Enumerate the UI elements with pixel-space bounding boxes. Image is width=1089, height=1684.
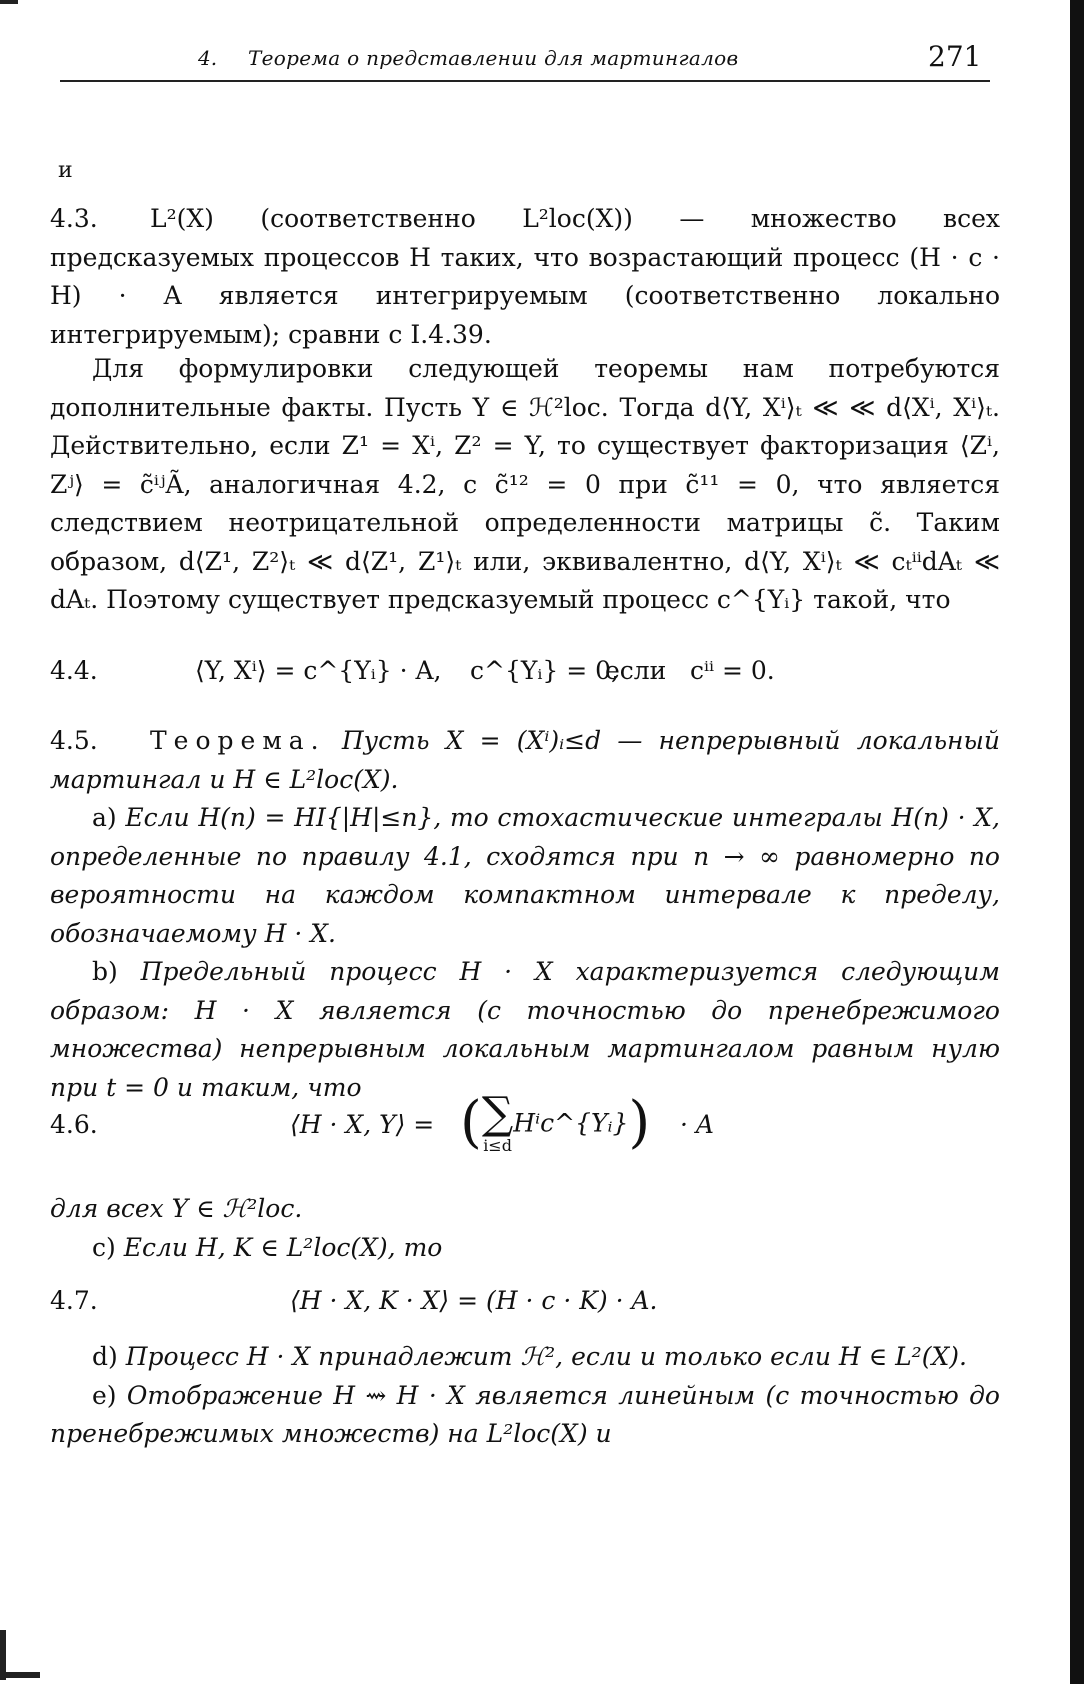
equation-label: 4.6.: [50, 1110, 98, 1139]
part-c-text: Если H, K ∈ L²loc(X), то: [123, 1232, 443, 1262]
sum-summand: Hⁱc^{Yᵢ}: [513, 1108, 629, 1138]
equation-4-4: [50, 650, 1000, 694]
page-number: 271: [928, 40, 982, 73]
intro-paragraph: [50, 350, 1000, 620]
definition-4-3: [50, 200, 1000, 354]
equation-label: 4.4.: [50, 656, 98, 685]
definition-text: L²(X) (соответственно L²loc(X)) — множество всех предсказуемых процессов H таких, что возрастающий процесс (H · c · H) · A является интегрируемым (соответственно локально интегрируемым); сравни с I.4.39.: [50, 204, 1000, 349]
scan-corner-mark: [0, 0, 18, 4]
equation-formula: ⟨H · X, K · X⟩ = (H · c · K) · A.: [290, 1286, 658, 1315]
equation-sum: [460, 1088, 651, 1155]
sum-sign: ∑: [481, 1088, 514, 1139]
after-4-6-text: для всех Y ∈ ℋ²loc.: [50, 1194, 303, 1223]
theorem-4-5: [50, 722, 1000, 1107]
part-e-label: e): [92, 1380, 117, 1410]
equation-lhs: ⟨H · X, Y⟩ =: [290, 1110, 435, 1139]
equation-4-7: [50, 1280, 1000, 1324]
part-e-text: Отображение H ⇝ H · X является линейным (с точностью до пренебрежимых множеств) на L²loc(X) и: [50, 1380, 1000, 1448]
after-4-6: [50, 1190, 1000, 1267]
theorem-heading: Теорема.: [150, 726, 326, 755]
equation-formula: ⟨Y, Xⁱ⟩ = c^{Yᵢ} · A,: [195, 656, 442, 685]
right-paren: ): [628, 1090, 651, 1155]
definition-label: 4.3.: [50, 204, 98, 233]
intro-text: Для формулировки следующей теоремы нам потребуются дополнительные факты. Пусть Y ∈ ℋ²loc. Тогда d⟨Y, Xⁱ⟩ₜ ≪ ≪ d⟨Xⁱ, Xⁱ⟩ₜ. Действительно, если Z¹ = Xⁱ, Z² = Y, то существует факторизация ⟨Zⁱ, Zʲ⟩ = c̃ⁱʲÃ, аналогичная 4.2, с c̃¹² = 0 при c̃¹¹ = 0, что является следствием неотрицательной определенности матрицы c̃. Таким образом, d⟨Z¹, Z²⟩ₜ ≪ d⟨Z¹, Z¹⟩ₜ или, эквивалентно, d⟨Y, Xⁱ⟩ₜ ≪ cₜⁱⁱdAₜ ≪ dAₜ. Поэтому существует предсказуемый процесс c^{Yᵢ} такой, что: [50, 354, 1000, 614]
part-d-label: d): [92, 1342, 118, 1371]
part-b-text: Предельный процесс H · X характеризуется следующим образом: H · X является (с точностью до пренебрежимого множества) непрерывным локальным мартингалом равным нулю при t = 0 и таким, что: [50, 957, 1001, 1102]
equation-rhs: · A: [680, 1110, 714, 1139]
scan-edge-mark-bottom: [0, 1672, 40, 1678]
scan-edge-shadow: [1070, 0, 1084, 1684]
equation-4-6: [50, 1088, 1000, 1182]
part-b-label: b): [92, 957, 118, 986]
equation-condition-word: если: [605, 656, 667, 685]
running-header: [60, 40, 990, 80]
part-a-text: Если H(n) = HI{|H|≤n}, то стохастические интегралы H(n) · X, определенные по правилу 4.1, сходятся при n → ∞ равномерно по вероятности на каждом компактном интервале к пределу, обозначаемому H · X.: [50, 803, 1000, 948]
equation-label: 4.7.: [50, 1286, 98, 1315]
theorem-statement: Пусть X = (Xⁱ)ᵢ≤d — непрерывный локальный мартингал и H ∈ L²loc(X).: [50, 726, 1000, 794]
left-paren: (: [460, 1090, 482, 1155]
sum-operator: [481, 1088, 514, 1155]
sum-subscript: i≤d: [483, 1136, 512, 1155]
part-d-text: Процесс H · X принадлежит ℋ², если и только если H ∈ L²(X).: [125, 1342, 967, 1371]
equation-condition-right: cⁱⁱ = 0.: [690, 656, 775, 685]
header-chapter-number: 4.: [198, 46, 218, 70]
header-chapter-title: Теорема о представлении для мартингалов: [248, 46, 739, 70]
text-fragment: и: [58, 158, 73, 183]
equation-condition-left: c^{Yᵢ} = 0,: [470, 656, 619, 685]
parts-d-e: [50, 1338, 1000, 1454]
part-a-label: a): [92, 803, 117, 832]
header-rule: [60, 80, 990, 82]
part-c-label: c): [92, 1232, 116, 1262]
theorem-label: 4.5.: [50, 726, 98, 755]
